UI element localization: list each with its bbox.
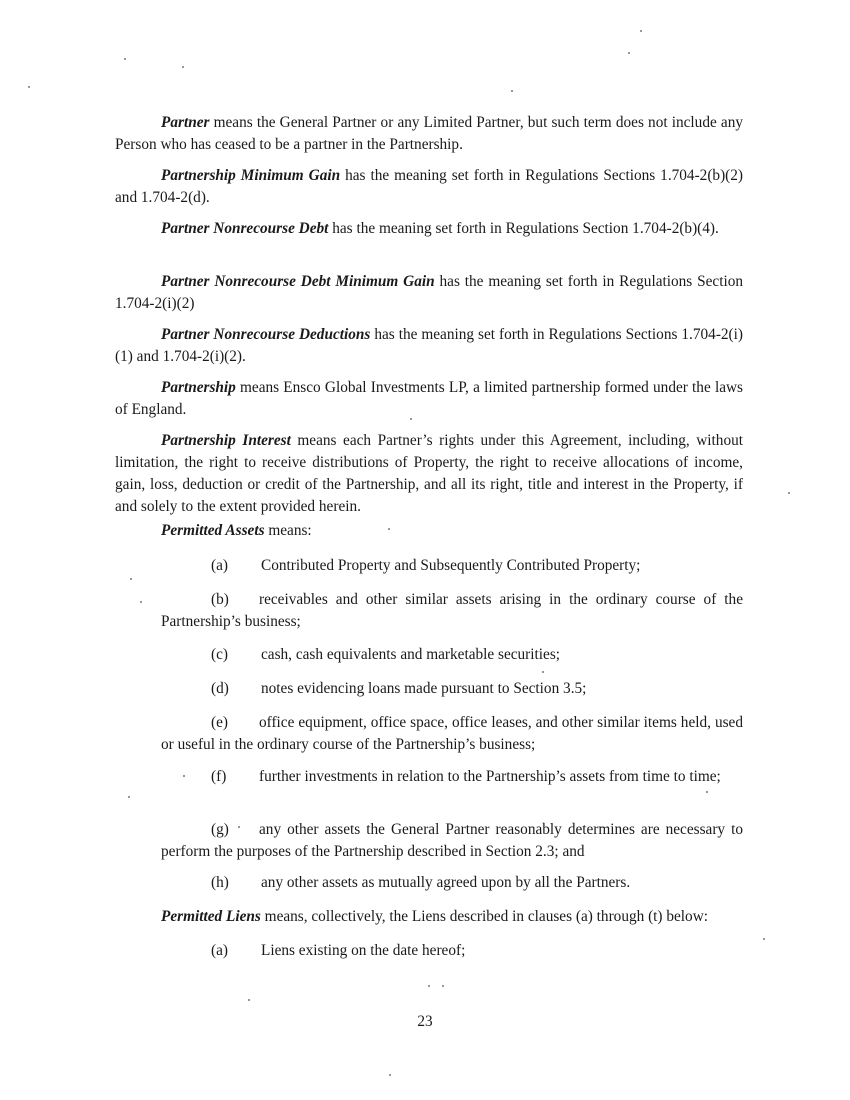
scan-speck [183, 775, 185, 777]
clause-text: receivables and other similar assets arising in the ordinary course of the Partnership’s business; [161, 591, 743, 630]
scan-speck [124, 58, 126, 60]
definition-partnership [115, 377, 743, 421]
permitted-asset-item [161, 678, 743, 700]
page-number: 23 [417, 1013, 433, 1030]
definition-partnership-minimum-gain [115, 165, 743, 209]
scan-speck [130, 578, 132, 580]
clause-label: (b) [211, 591, 229, 608]
scan-speck [763, 938, 765, 940]
defined-term: Partnership [161, 379, 236, 396]
clause-label: (f) [211, 768, 227, 785]
definition-permitted-assets [115, 520, 743, 542]
defined-term: Permitted Assets [161, 522, 265, 539]
clause-label: (a) [211, 942, 228, 959]
defined-term: Permitted Liens [161, 908, 261, 925]
clause-label: (d) [211, 680, 229, 697]
permitted-asset-item [161, 712, 743, 756]
clause-text: notes evidencing loans made pursuant to Section 3.5; [261, 680, 587, 697]
definition-text: has the meaning set forth in Regulations Section 1.704-2(b)(4). [328, 220, 719, 237]
definition-partner [115, 112, 743, 156]
clause-text: further investments in relation to the Partnership’s assets from time to time; [259, 768, 721, 785]
scan-speck [28, 86, 30, 88]
clause-text: office equipment, office space, office leases, and other similar items held, used or useful in the ordinary course of the Partnership’s business; [161, 714, 743, 753]
definition-partnership-interest [115, 430, 743, 518]
clause-label: (a) [211, 557, 228, 574]
clause-text: any other assets the General Partner reasonably determines are necessary to perform the purposes of the Partnership described in Section 2.3; and [161, 821, 743, 860]
clause-text: Contributed Property and Subsequently Contributed Property; [261, 557, 641, 574]
defined-term: Partner Nonrecourse Deductions [161, 326, 371, 343]
definition-partner-nonrecourse-deductions [115, 324, 743, 368]
definition-text: has the meaning set forth in Regulations Section 1.704-2(i)(2) [115, 273, 743, 312]
scan-speck [388, 528, 390, 530]
permitted-lien-item [161, 940, 743, 962]
definition-text: means Ensco Global Investments LP, a limited partnership formed under the laws of England. [115, 379, 743, 418]
clause-label: (e) [211, 714, 228, 731]
clause-text: Liens existing on the date hereof; [261, 942, 466, 959]
defined-term: Partnership Interest [161, 432, 291, 449]
scan-speck [428, 985, 430, 987]
defined-term: Partner Nonrecourse Debt [161, 220, 329, 237]
clause-text: any other assets as mutually agreed upon by all the Partners. [261, 874, 631, 891]
definition-text: has the meaning set forth in Regulations Sections 1.704-2(i)(1) and 1.704-2(i)(2). [115, 326, 743, 365]
definition-partner-nonrecourse-debt [115, 218, 743, 240]
definition-text: has the meaning set forth in Regulations Sections 1.704-2(b)(2) and 1.704-2(d). [115, 167, 743, 206]
clause-label: (g) [211, 821, 229, 838]
definition-text: means each Partner’s rights under this Agreement, including, without limitation, the right to receive distributions of Property, the right to receive allocations of income, gain, loss, deduction or credit of the Partnership, and all its right, title and interest in the Property, if and solely to the extent provided herein. [115, 432, 744, 515]
scan-speck [788, 492, 790, 494]
permitted-asset-item [161, 555, 743, 577]
defined-term: Partner Nonrecourse Debt Minimum Gain [161, 273, 435, 290]
scan-speck [628, 52, 630, 54]
clause-label: (c) [211, 646, 228, 663]
clause-text: cash, cash equivalents and marketable securities; [261, 646, 561, 663]
scan-speck [140, 601, 142, 603]
scan-speck [542, 671, 544, 673]
permitted-asset-item [161, 589, 743, 633]
permitted-asset-item [161, 766, 743, 788]
scan-speck [706, 791, 708, 793]
scan-speck [410, 418, 412, 420]
definition-text: means: [264, 522, 312, 539]
scan-speck [640, 30, 642, 32]
definition-text: means, collectively, the Liens described in clauses (a) through (t) below: [260, 908, 708, 925]
definition-permitted-liens [161, 906, 743, 928]
defined-term: Partner [161, 114, 210, 131]
scan-speck [238, 826, 240, 828]
permitted-asset-item [161, 872, 743, 894]
scan-speck [442, 985, 444, 987]
scan-speck [511, 90, 513, 92]
definition-text: means the General Partner or any Limited Partner, but such term does not include any Person who has ceased to be a partner in the Partnership. [115, 114, 743, 153]
defined-term: Partnership Minimum Gain [161, 167, 341, 184]
definition-partner-nonrecourse-debt-minimum-gain [115, 271, 743, 315]
scan-speck [128, 796, 130, 798]
scan-speck [248, 999, 250, 1001]
clause-label: (h) [211, 874, 229, 891]
scan-speck [182, 66, 184, 68]
permitted-asset-item [161, 819, 743, 863]
scan-speck [389, 1074, 391, 1076]
permitted-asset-item [161, 644, 743, 666]
